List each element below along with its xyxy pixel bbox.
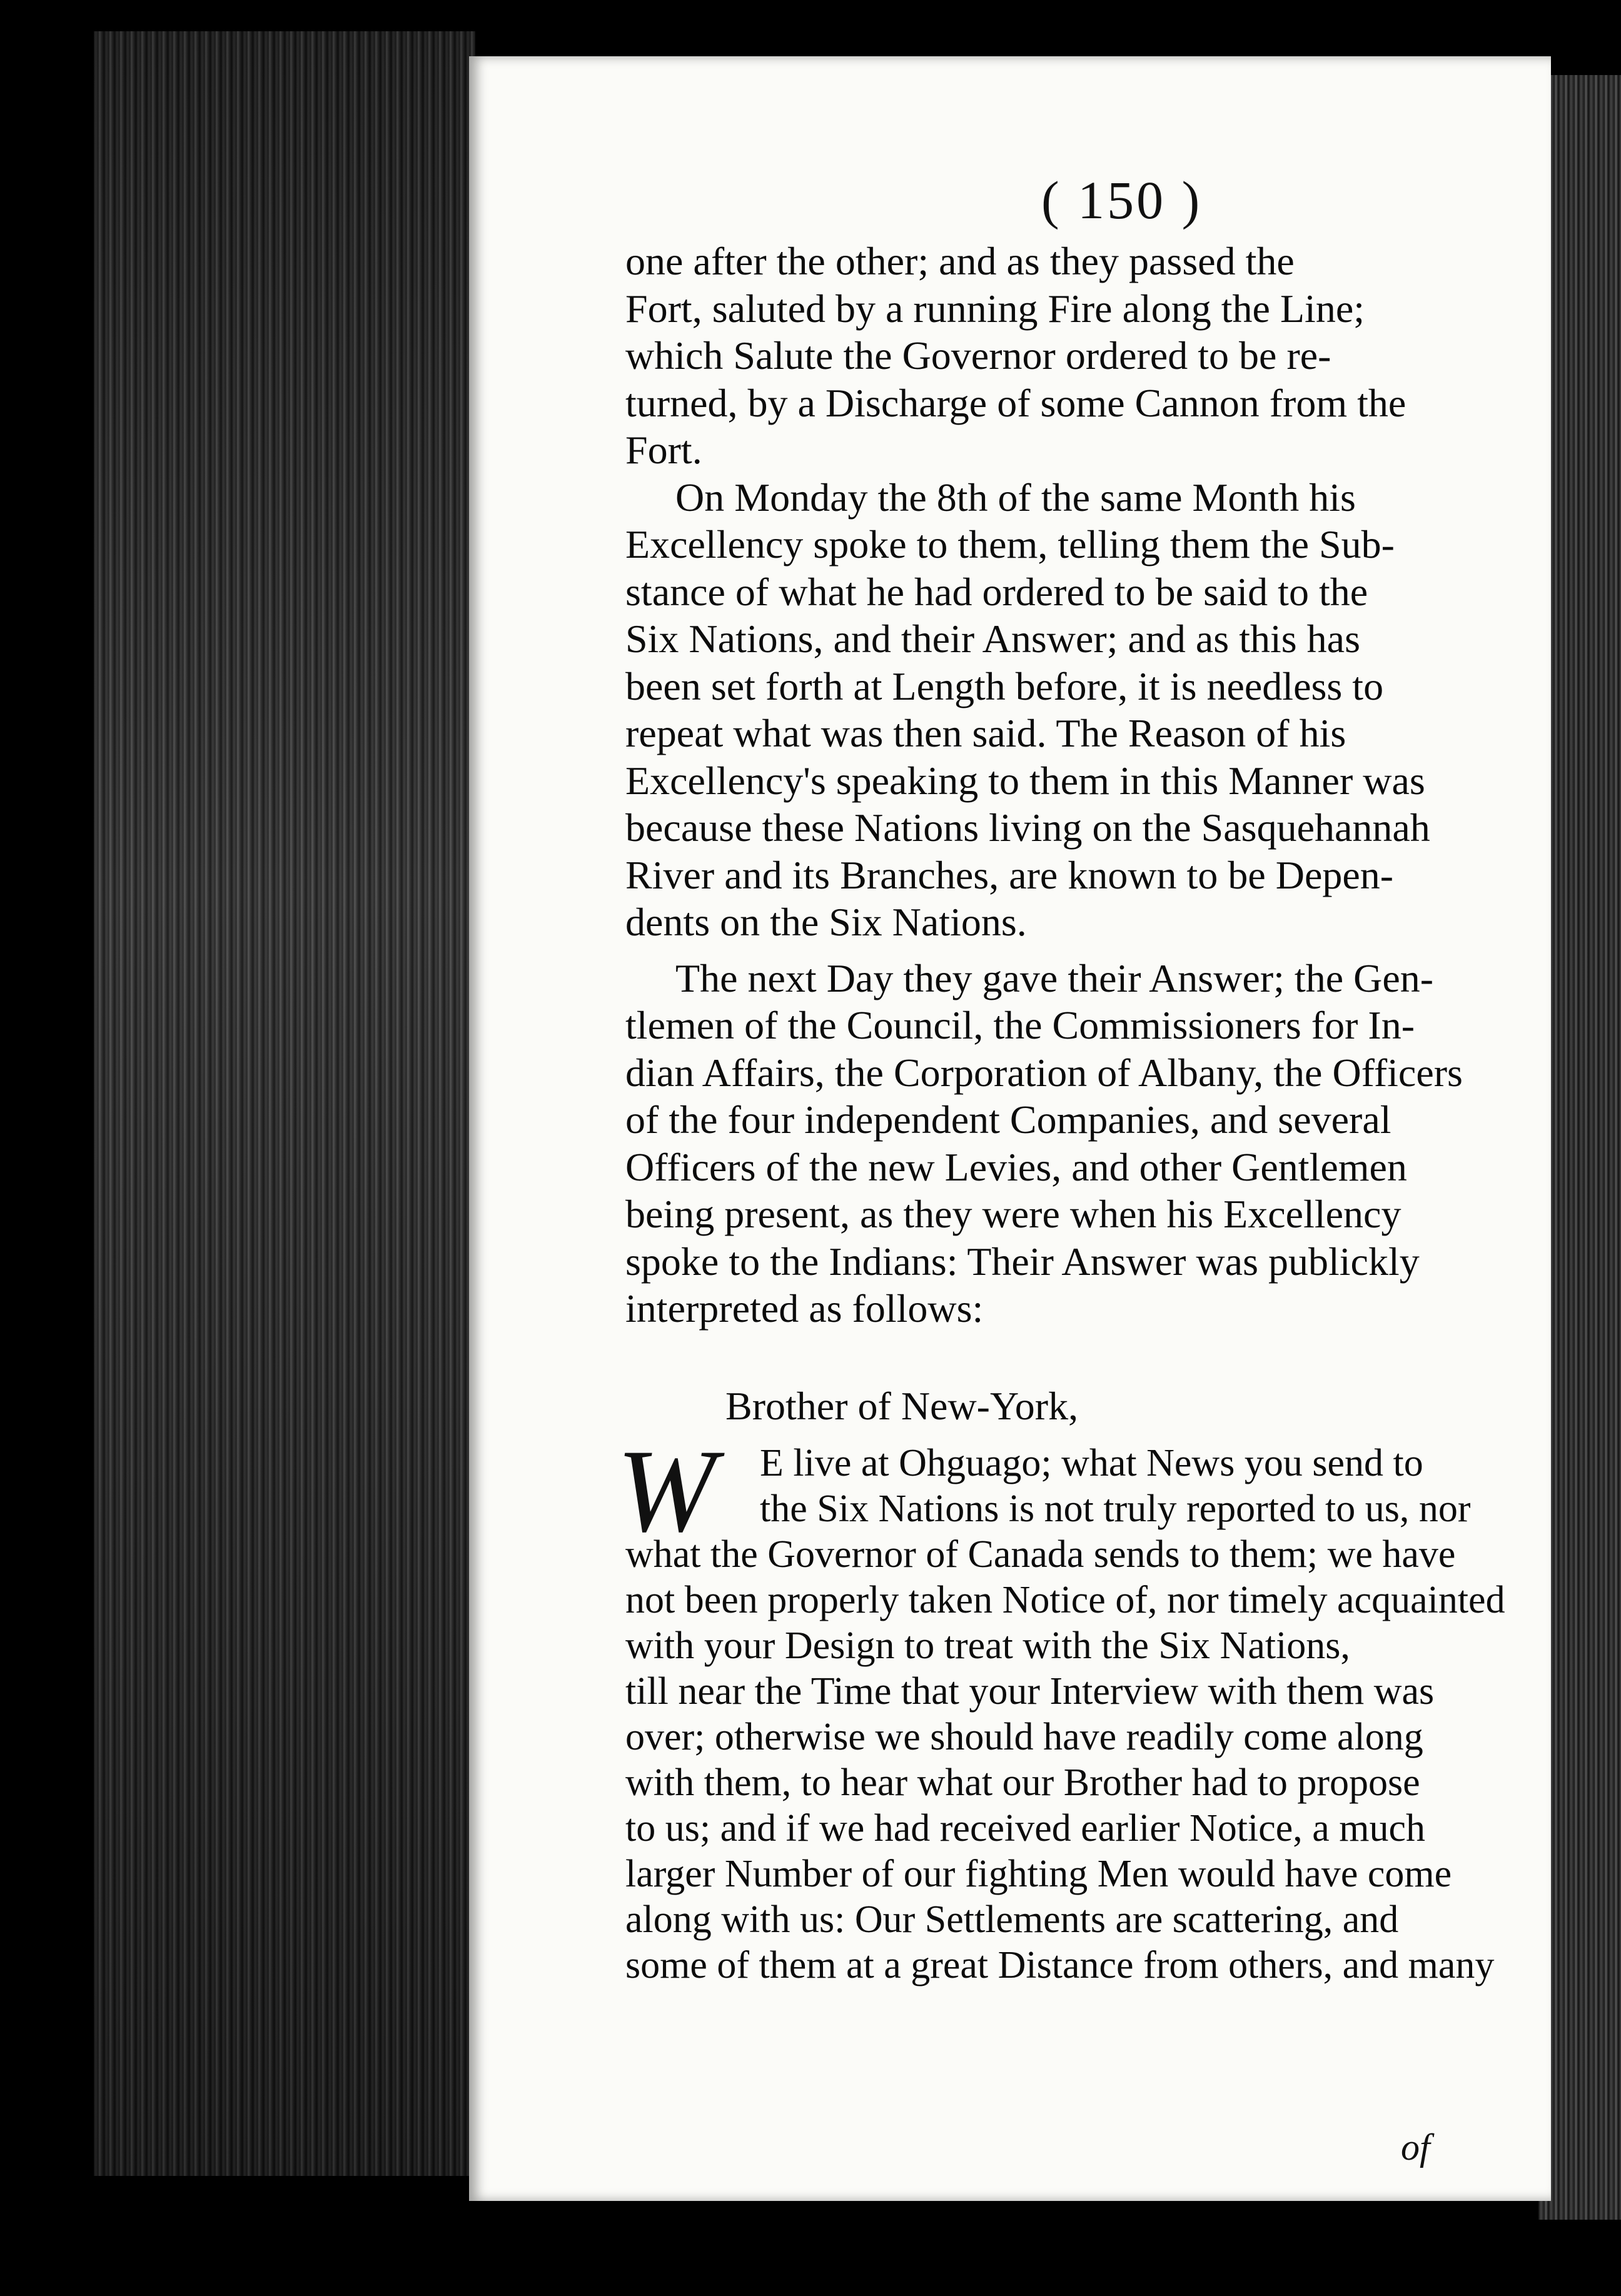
text-line: The next Day they gave their Answer; the Gen- [675,955,1434,1000]
text-line: of the four independent Companies, and several [625,1097,1391,1142]
text-line: Fort, saluted by a running Fire along the Line; [625,286,1365,331]
catchword: of [1401,2127,1430,2168]
text-line: River and its Branches, are known to be Depen- [625,852,1394,897]
speech-line: along with us: Our Settlements are scattering, and [625,1898,1399,1941]
text-line: turned, by a Discharge of some Cannon from the [625,380,1406,425]
indian-speech [617,1426,1557,1988]
book-page-edges [94,31,475,2176]
speech-line: E live at Ohguago; what News you send to [760,1442,1423,1484]
text-line: being present, as they were when his Excellency [625,1192,1401,1236]
text-line: Excellency spoke to them, telling them the Sub- [625,522,1395,566]
speech-line: with your Design to treat with the Six Nations, [625,1624,1350,1667]
text-line: which Salute the Governor ordered to be re- [625,333,1331,378]
speech-line: not been properly taken Notice of, nor timely acquainted [625,1579,1505,1621]
text-line: Six Nations, and their Answer; and as this has [625,617,1360,661]
text-line: dents on the Six Nations. [625,900,1027,944]
text-line: one after the other; and as they passed the [625,239,1295,283]
text-line: stance of what he had ordered to be said to the [625,569,1368,614]
speech-line: till near the Time that your Interview with them was [625,1670,1435,1713]
salutation: Brother of New-York, [725,1383,1079,1428]
page-number: ( 150 ) [1041,170,1203,230]
text-line: because these Nations living on the Sasquehannah [625,805,1430,850]
speech-line: what the Governor of Canada sends to them; we have [625,1533,1456,1576]
text-line: been set forth at Length before, it is needless to [625,663,1384,708]
text-line: Fort. [625,428,702,472]
text-line: interpreted as follows: [625,1286,984,1331]
text-line: dian Affairs, the Corporation of Albany, the Officers [625,1050,1463,1095]
speech-line: to us; and if we had received earlier Notice, a much [625,1807,1426,1850]
text-line: tlemen of the Council, the Commissioners for In- [625,1003,1415,1047]
speech-line: over; otherwise we should have readily come along [625,1716,1423,1758]
book-page [469,56,1551,2201]
text-line: repeat what was then said. The Reason of his [625,711,1346,755]
text-line: spoke to the Indians: Their Answer was publickly [625,1239,1420,1284]
text-line: On Monday the 8th of the same Month his [675,475,1356,520]
speech-line: some of them at a great Distance from others, and many [625,1944,1495,1986]
text-line: Excellency's speaking to them in this Manner was [625,758,1425,803]
text-line: Officers of the new Levies, and other Gentlemen [625,1144,1407,1189]
speech-line: larger Number of our fighting Men would have come [625,1853,1452,1895]
drop-cap: W [617,1426,716,1557]
body-text [617,238,1557,1988]
speech-line: with them, to hear what our Brother had to propose [625,1761,1420,1804]
speech-line: the Six Nations is not truly reported to us, nor [760,1488,1471,1530]
